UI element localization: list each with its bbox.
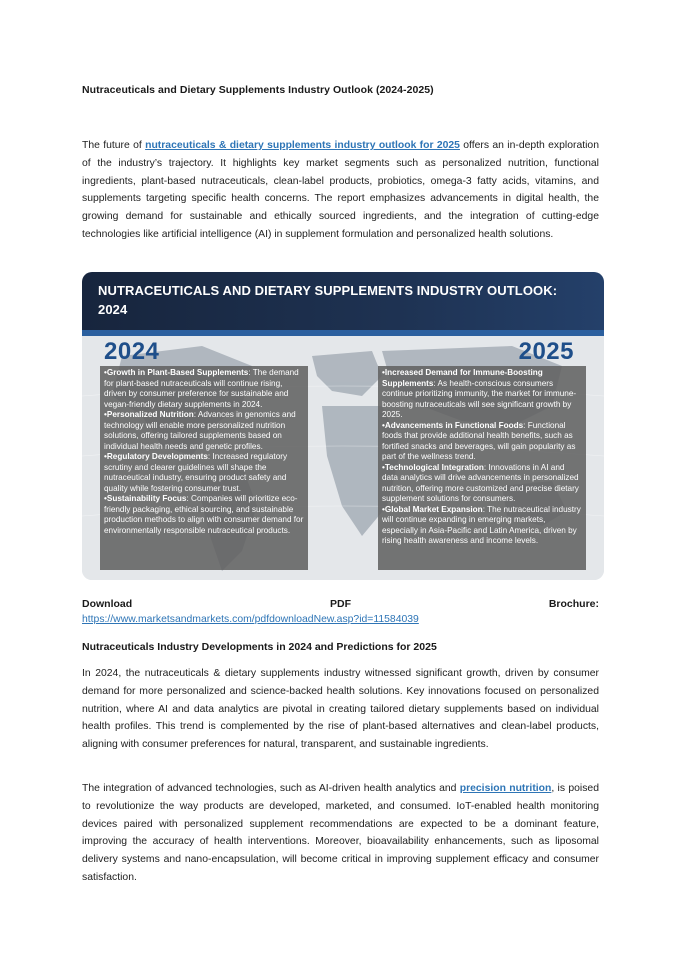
panel-2024-item: •Sustainability Focus: Companies will prioritize eco-friendly packaging, ethical sourcing, and sustainable production methods to align with consumer demand for environmentally responsible nutraceutical products. <box>104 494 304 535</box>
document-title: Nutraceuticals and Dietary Supplements Industry Outlook (2024-2025) <box>82 84 434 96</box>
developments-paragraph: In 2024, the nutraceuticals & dietary supplements industry witnessed significant growth, driven by consumer demand for more personalized and science-backed health solutions. Key innovations focused on personalized nutrition, where AI and data analytics are pivotal in creating tailored dietary supplements based on individual health profiles. This trend is complemented by the rise of plant-based alternatives and clean-label products, aligning with consumer preferences for natural, transparent, and sustainable ingredients. <box>82 668 599 751</box>
intro-text-end: offers an in-depth exploration of the industry’s trajectory. It highlights key market segments such as personalized nutrition, functional ingredients, plant-based nutraceuticals, clean-label products, probiotics, omega-3 fatty acids, vitamins, and supplements targeting specific health concerns. The report emphasizes advancements in digital health, the growing demand for sustainable and ethically sourced ingredients, and the integration of cutting-edge technologies like artificial intelligence (AI) in supplement formulation and personalized health solutions. <box>82 140 599 240</box>
panel-2025-item: •Global Market Expansion: The nutraceutical industry will continue expanding in emerging markets, especially in Asia-Pacific and Latin America, driven by rising health awareness and income levels. <box>382 504 581 545</box>
outlook-infographic <box>82 272 604 580</box>
intro-paragraph <box>82 137 599 244</box>
panel-2025-item: •Increased Demand for Immune-Boosting Supplements: As health-conscious consumers continue prioritizing immunity, the market for immune-boosting nutraceuticals will see significant growth by 2025. <box>382 368 577 419</box>
outlook-link[interactable]: nutraceuticals & dietary supplements industry outlook for 2025 <box>145 140 460 151</box>
panel-2025-item: •Technological Integration: Innovations in AI and data analytics will drive advancements in personalized nutrition, offering more customized and precise dietary supplement solutions for consumers. <box>382 462 579 503</box>
intro-text-start: The future of <box>82 140 146 151</box>
panel-2024-item: •Regulatory Developments: Increased regulatory scrutiny and clearer guidelines will shape the nutraceutical industry, ensuring product safety and quality while fostering consumer trust. <box>104 452 288 493</box>
pdf-word: PDF <box>330 598 351 610</box>
panel-2025-item: •Advancements in Functional Foods: Functional foods that provide additional health benefits, such as fortified snacks and beverages, will gain popularity as part of the wellness trend. <box>382 420 576 461</box>
brochure-word: Brochure: <box>548 598 599 610</box>
year-2024-label: 2024 <box>104 338 160 365</box>
download-word: Download <box>82 598 133 610</box>
brochure-download-link[interactable]: https://www.marketsandmarkets.com/pdfdownloadNew.asp?id=11584039 <box>82 614 419 625</box>
section-heading: Nutraceuticals Industry Developments in 2024 and Predictions for 2025 <box>82 641 437 653</box>
integration-paragraph <box>82 780 599 887</box>
panel-2025 <box>378 366 586 570</box>
panel-2024-item: •Personalized Nutrition: Advances in genomics and technology will enable more personalized nutrition solutions, offering tailored supplements based on individual health needs and genetic profiles. <box>104 410 296 451</box>
panel-2024 <box>100 366 308 570</box>
integration-text-start: The integration of advanced technologies, such as AI-driven health analytics and <box>82 783 460 794</box>
panel-2024-item: •Growth in Plant-Based Supplements: The demand for plant-based nutraceuticals will continue rising, driven by consumer preference for sustainable and vegan-friendly dietary supplements in 2024. <box>104 368 299 409</box>
year-2025-label: 2025 <box>518 338 574 365</box>
infographic-header: NUTRACEUTICALS AND DIETARY SUPPLEMENTS INDUSTRY OUTLOOK: 2024 <box>82 272 604 330</box>
precision-nutrition-link[interactable]: precision nutrition <box>459 783 552 794</box>
integration-text-end: , is poised to revolutionize the way products are developed, marketed, and consumed. IoT-enabled health monitoring devices paired with personalized supplement recommendations are expected to be a dominant feature, improving the accuracy of health interventions. Moreover, bioavailability enhancements, such as liposomal delivery systems and nano-encapsulation, will become critical in improving supplement efficacy and consumer satisfaction. <box>82 783 599 883</box>
